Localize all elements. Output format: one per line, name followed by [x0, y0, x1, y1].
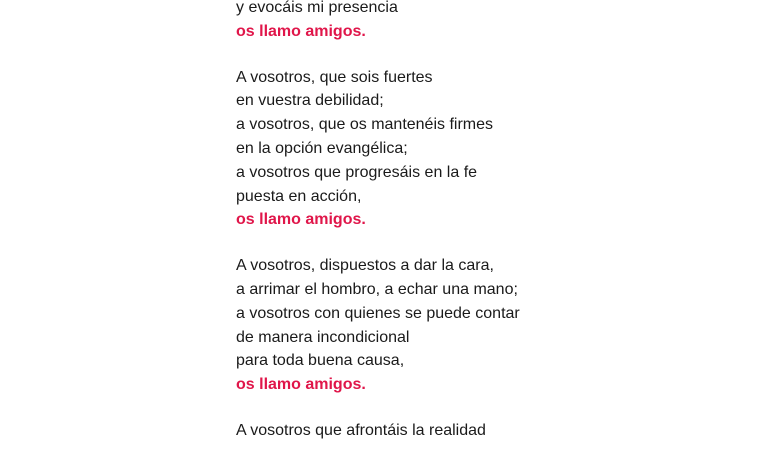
- poem-line: a vosotros que progresáis en la fe: [236, 163, 478, 181]
- poem-line: A vosotros, que sois fuertes: [236, 68, 433, 86]
- stanza-gap: [236, 232, 736, 254]
- refrain-line: os llamo amigos.: [236, 22, 366, 40]
- stanza-1: [236, 0, 736, 44]
- refrain-line: os llamo amigos.: [236, 376, 366, 394]
- poem-line: A vosotros, dispuestos a dar la cara,: [236, 257, 494, 275]
- poem-line: a vosotros, que os mantenéis firmes: [236, 116, 494, 134]
- stanza-4: [236, 419, 736, 443]
- stanza-2: [236, 66, 736, 233]
- stanza-3: [236, 254, 736, 397]
- refrain-line: os llamo amigos.: [236, 211, 366, 229]
- poem-line: A vosotros que afrontáis la realidad: [236, 421, 486, 439]
- stanza-gap: [236, 44, 736, 66]
- poem-line: y evocáis mi presencia: [236, 0, 398, 16]
- stanza-gap: [236, 397, 736, 419]
- poem-line: a arrimar el hombro, a echar una mano;: [236, 280, 518, 298]
- poem-line: en la opción evangélica;: [236, 139, 408, 157]
- poem-line: para toda buena causa,: [236, 352, 405, 370]
- poem-text: [236, 0, 736, 443]
- poem-line: a vosotros con quienes se puede contar: [236, 304, 520, 322]
- poem-line: puesta en acción,: [236, 187, 362, 205]
- poem-line: en vuestra debilidad;: [236, 92, 384, 110]
- poem-line: de manera incondicional: [236, 328, 410, 346]
